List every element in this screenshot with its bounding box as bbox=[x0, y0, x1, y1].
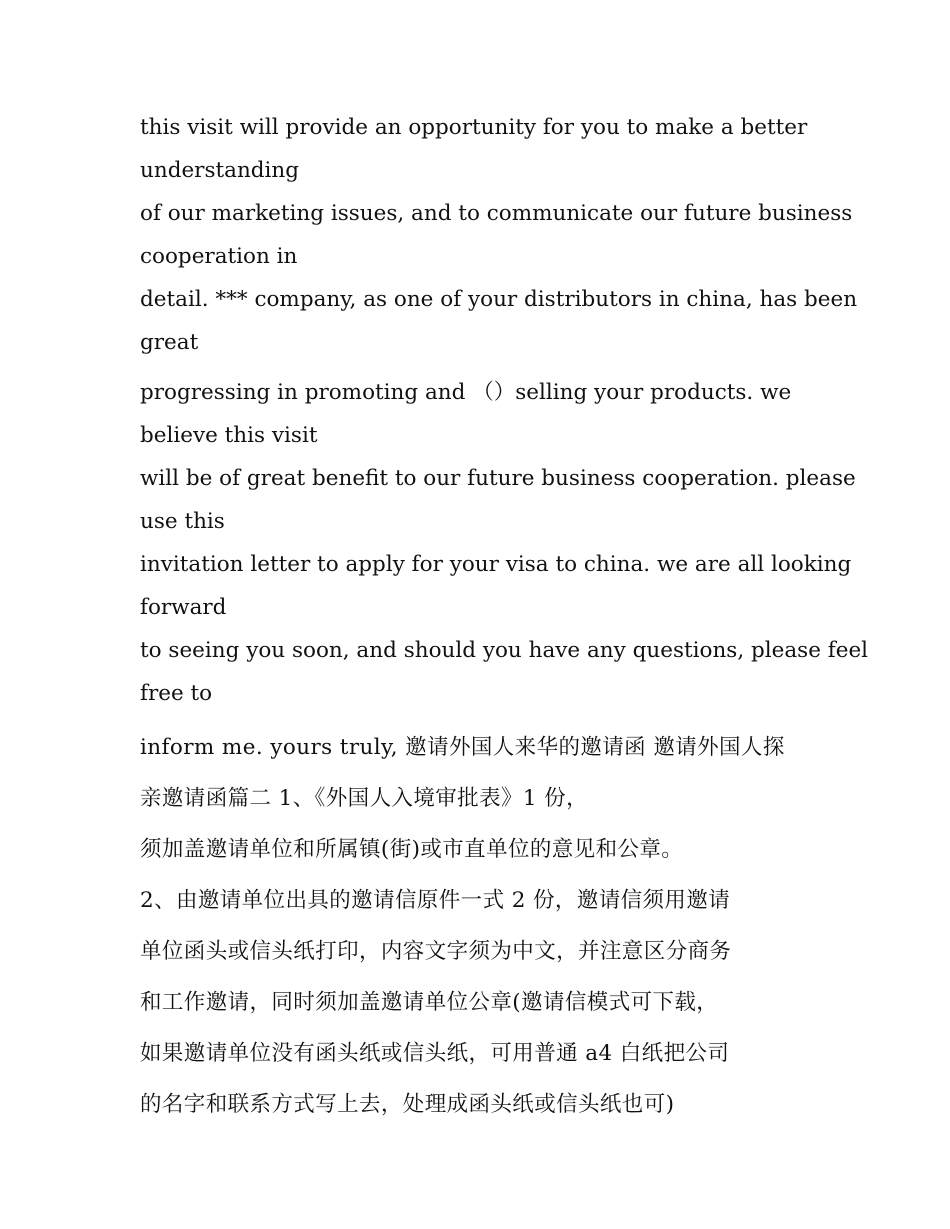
text-line: 单位函头或信头纸打印，内容文字须为中文，并注意区分商务 bbox=[140, 939, 732, 964]
text-line: cooperation in bbox=[140, 244, 298, 269]
text-line: 2、由邀请单位出具的邀请信原件一式 2 份，邀请信须用邀请 bbox=[140, 888, 731, 913]
text-line: this visit will provide an opportunity for you to make a better bbox=[140, 115, 808, 140]
text-line: invitation letter to apply for your visa to china. we are all looking bbox=[140, 552, 852, 577]
text-line: progressing in promoting and （）selling your products. we bbox=[140, 380, 792, 405]
text-line: 亲邀请函篇二 1、《外国人入境审批表》1 份， bbox=[140, 786, 588, 811]
text-line: believe this visit bbox=[140, 423, 318, 448]
document-body bbox=[140, 106, 869, 1130]
text-line: understanding bbox=[140, 158, 300, 183]
text-line: detail. *** company, as one of your distributors in china, has been bbox=[140, 287, 858, 312]
text-line: free to bbox=[140, 681, 213, 706]
text-line: 和工作邀请，同时须加盖邀请单位公章(邀请信模式可下载， bbox=[140, 990, 719, 1015]
text-line: 如果邀请单位没有函头纸或信头纸，可用普通 a4 白纸把公司 bbox=[140, 1041, 730, 1066]
text-line: will be of great benefit to our future business cooperation. please bbox=[140, 466, 856, 491]
text-line: to seeing you soon, and should you have any questions, please feel bbox=[140, 638, 869, 663]
text-line: 须加盖邀请单位和所属镇(街)或市直单位的意见和公章。 bbox=[140, 837, 684, 862]
text-line: of our marketing issues, and to communicate our future business bbox=[140, 201, 853, 226]
text-line: 的名字和联系方式写上去，处理成函头纸或信头纸也可) bbox=[140, 1092, 675, 1117]
text-line: great bbox=[140, 330, 199, 355]
text-line: inform me. yours truly, 邀请外国人来华的邀请函 邀请外国人探 bbox=[140, 735, 785, 760]
text-line: forward bbox=[140, 595, 227, 620]
text-line: use this bbox=[140, 509, 225, 534]
